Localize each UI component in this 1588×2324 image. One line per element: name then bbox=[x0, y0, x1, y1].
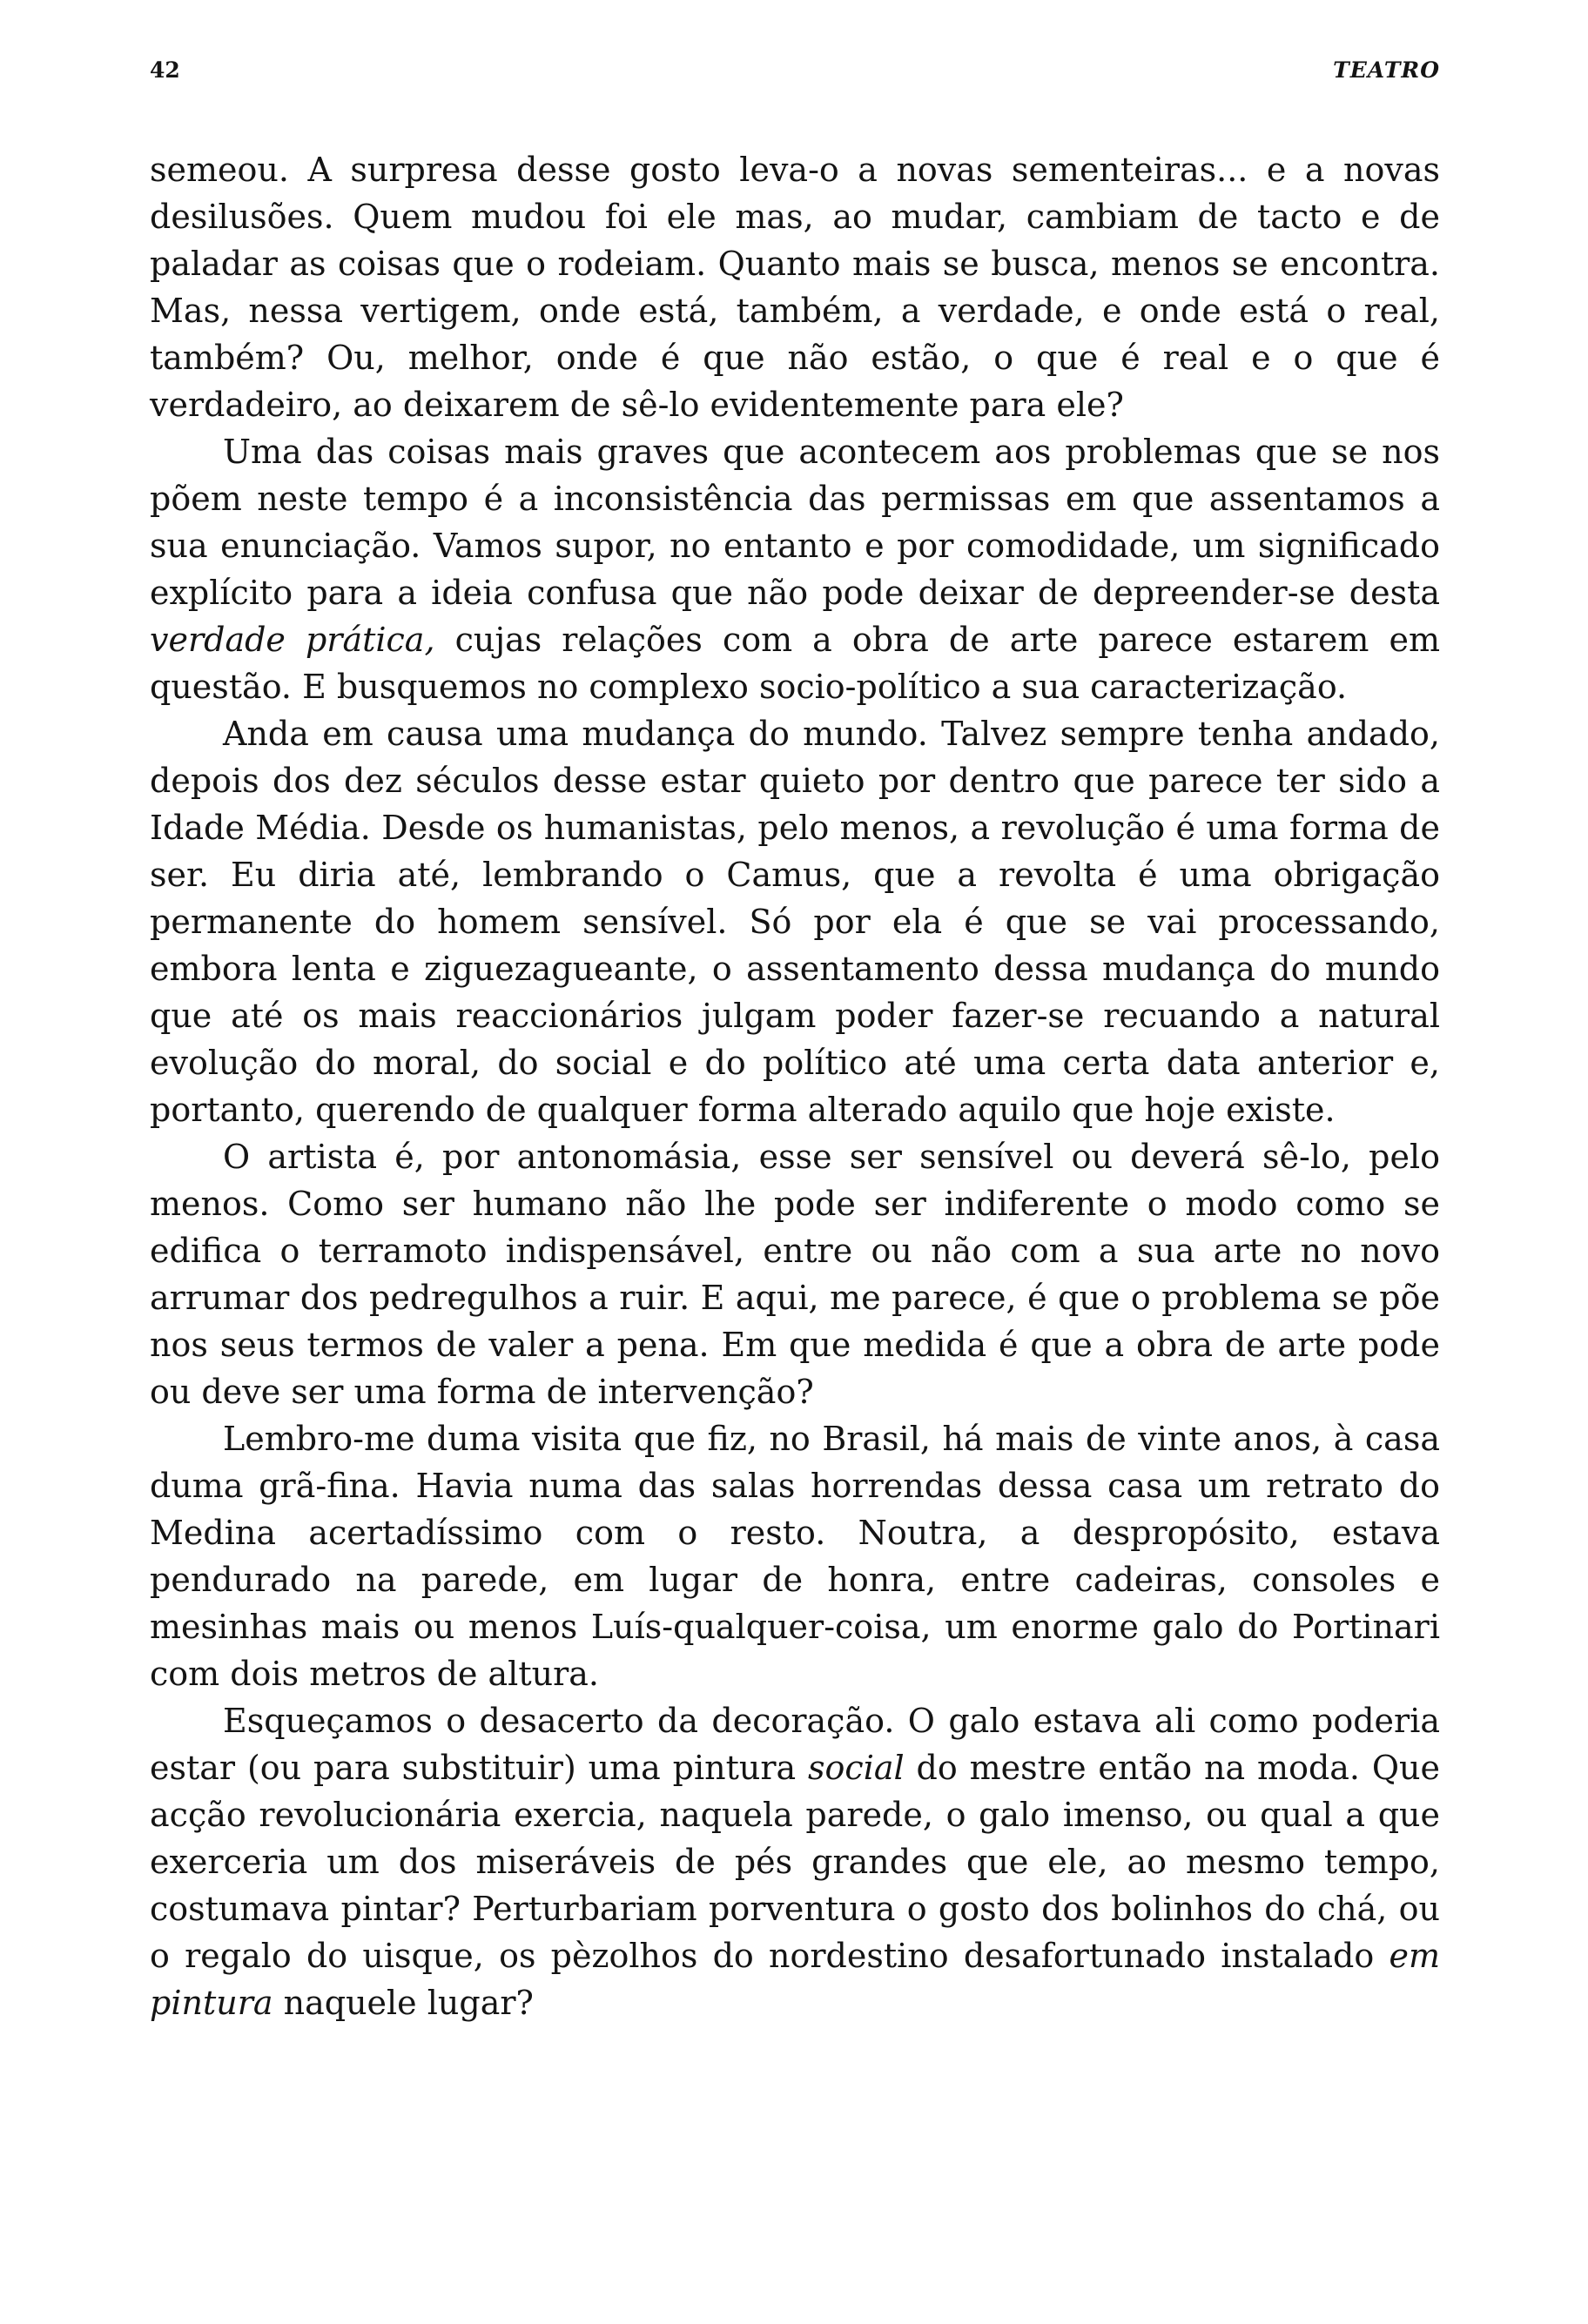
italic-segment: social bbox=[808, 1749, 905, 1787]
text-segment: Esqueçamos o desacerto da decoração. O galo estava ali como poderia estar (ou para substituir) uma pintura bbox=[150, 1702, 1440, 1787]
text-segment: O artista é, por antonomásia, esse ser sensível ou deverá sê-lo, pelo menos. Como ser humano não lhe pode ser indiferente o modo como se edifica o terramoto indispensável, entre ou não com a sua arte no novo arrumar dos pedregulhos a ruir. E aqui, me parece, é que o problema se põe nos seus termos de valer a pena. Em que medida é que a obra de arte pode ou deve ser uma forma de intervenção? bbox=[150, 1138, 1440, 1411]
text-segment: Uma das coisas mais graves que acontecem aos problemas que se nos põem neste tempo é a inconsistência das permissas em que assentamos a sua enunciação. Vamos supor, no entanto e por comodidade, um significado explícito para a ideia confusa que não pode deixar de depreender-se desta bbox=[150, 433, 1440, 612]
body-text bbox=[150, 146, 1440, 2026]
running-title: TEATRO bbox=[1333, 57, 1440, 83]
text-segment: naquele lugar? bbox=[273, 1984, 534, 2022]
page-number: 42 bbox=[150, 57, 180, 83]
paragraph-4 bbox=[150, 1133, 1440, 1415]
italic-segment: em pintura bbox=[150, 1937, 1440, 2022]
running-head bbox=[150, 57, 1440, 92]
paragraph-1 bbox=[150, 146, 1440, 428]
paragraph-6 bbox=[150, 1697, 1440, 2026]
text-segment: Lembro-me duma visita que fiz, no Brasil, há mais de vinte anos, à casa duma grã-fina. Havia numa das salas horrendas dessa casa um retrato do Medina acertadíssimo com o resto. Noutra, a despropósito, estava pendurado na parede, em lugar de honra, entre cadeiras, consoles e mesinhas mais ou menos Luís-qualquer-coisa, um enorme galo do Portinari com dois metros de altura. bbox=[150, 1420, 1440, 1693]
italic-segment: verdade prática, bbox=[150, 621, 435, 659]
text-segment: semeou. A surpresa desse gosto leva-o a novas sementeiras... e a novas desilusões. Quem mudou foi ele mas, ao mudar, cambiam de tacto e de paladar as coisas que o rodeiam. Quanto mais se busca, menos se encontra. Mas, nessa vertigem, onde está, também, a verdade, e onde está o real, também? Ou, melhor, onde é que não estão, o que é real e o que é verdadeiro, ao deixarem de sê-lo evidentemente para ele? bbox=[150, 151, 1440, 424]
text-segment: do mestre então na moda. Que acção revolucionária exercia, naquela parede, o galo imenso, ou qual a que exerceria um dos miseráveis de pés grandes que ele, ao mesmo tempo, costumava pintar? Perturbariam porventura o gosto dos bolinhos do chá, ou o regalo do uisque, os pèzolhos do nordestino desafortunado instalado bbox=[150, 1749, 1440, 1975]
text-segment: cujas relações com a obra de arte parece estarem em questão. E busquemos no complexo socio-político a sua caracterização. bbox=[150, 621, 1440, 706]
paragraph-3 bbox=[150, 710, 1440, 1133]
paragraph-2 bbox=[150, 428, 1440, 710]
text-segment: Anda em causa uma mudança do mundo. Talvez sempre tenha andado, depois dos dez séculos desse estar quieto por dentro que parece ter sido a Idade Média. Desde os humanistas, pelo menos, a revolução é uma forma de ser. Eu diria até, lembrando o Camus, que a revolta é uma obrigação permanente do homem sensível. Só por ela é que se vai processando, embora lenta e ziguezagueante, o assentamento dessa mudança do mundo que até os mais reaccionários julgam poder fazer-se recuando a natural evolução do moral, do social e do político até uma certa data anterior e, portanto, querendo de qualquer forma alterado aquilo que hoje existe. bbox=[150, 715, 1440, 1129]
paragraph-5 bbox=[150, 1415, 1440, 1697]
